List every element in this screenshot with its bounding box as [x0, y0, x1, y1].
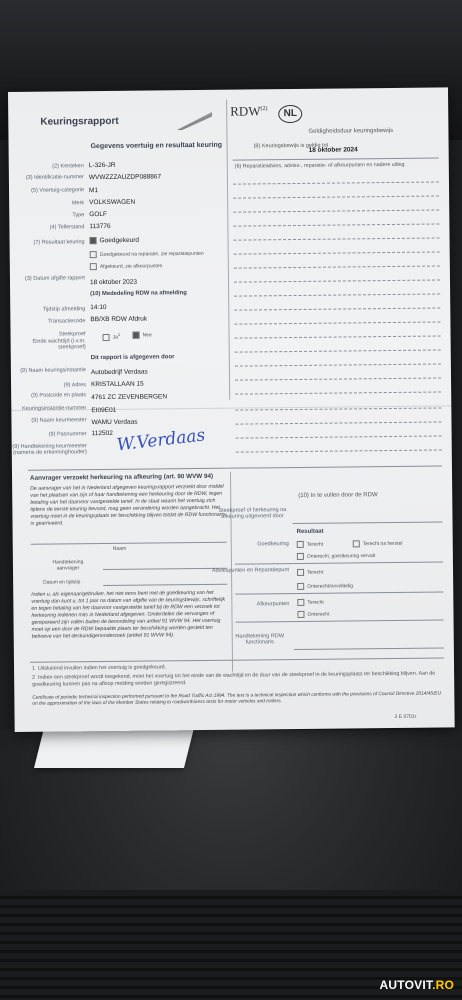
rule	[235, 363, 441, 366]
certificate-text: Certificate of periodic technical inspection performed pursuant to the Road Traffic Act 1994. The text is a technical inspection which conforms with the provisions of Council Directive 2014/45/EU on the approximation of the laws of the Member States relating to roadworthiness tests for motor vehicles and trailers.	[32, 691, 442, 707]
transaction-label: Transactiecode	[47, 318, 86, 325]
make-value: VOLKSWAGEN	[89, 198, 136, 207]
rule	[235, 335, 441, 338]
repair-advice-label: (6) Reparatieadvies, advies-, reparatie- of afkeurpunten en nadere uitleg	[234, 161, 405, 170]
inspector-signature: W.Verdaas	[115, 425, 207, 456]
rule	[233, 157, 439, 160]
rule	[233, 195, 439, 198]
result-option-repaired: Goedgekeurd na reparatie, zie reparatiepunten	[90, 250, 204, 258]
rdw-fill-header: (10) In te vullen door de RDW	[298, 492, 378, 499]
footnote-2: 2 Indien een steekproef wordt toegekend, moet het voertuig tot het einde van de wachttijd en de duur van de steekproef in de keuringsplaats ter beschikking blijven. Aan de goedkeuring kunnen pas na afloop melding worden geregistreerd.	[32, 670, 436, 688]
field-label: Merk	[71, 200, 85, 207]
result-label: (7) Resultaat keuring	[33, 239, 85, 246]
rdw-logo: RDW$^{(2)}$	[230, 103, 268, 119]
rdw-option: Terecht	[297, 541, 323, 548]
column-divider	[226, 100, 230, 400]
rdw-row-label: Afkeurpunten	[256, 601, 290, 608]
rule	[293, 521, 443, 524]
appeal-date-label: Datum en tijdstip	[43, 579, 81, 586]
notice-header: (10) Mededeling RDW na afmelding	[90, 290, 187, 298]
appeal-sign-label: Handtekening aanvrager	[52, 559, 84, 572]
inspector-name-value: WAMU Verdaas	[91, 418, 138, 427]
sample-sub-label: Einde wachttijd (i.v.m. steekproef)	[32, 338, 86, 351]
field-label: (9) Pasnummer	[48, 431, 87, 438]
rule	[31, 542, 227, 545]
sample-option-no: Nee	[133, 332, 152, 339]
checkbox-icon	[297, 583, 304, 590]
checkbox-icon	[103, 334, 110, 341]
checkbox-checked-icon	[133, 332, 140, 339]
sample-option-yes: Ja$^1$	[103, 332, 121, 341]
field-label: (9) Adres	[63, 382, 87, 389]
vehicle-section-header: Gegevens voertuig en resultaat keuring	[90, 141, 223, 151]
rdw-sign-label: Handtekening RDW functionaris	[235, 633, 285, 646]
issuer-address-value: KRISTALLAAN 15	[91, 380, 144, 389]
issuer-postcode-value: 4761 ZC ZEVENBERGEN	[91, 393, 168, 402]
category-value: M1	[89, 187, 99, 195]
rule	[234, 279, 440, 282]
vehicle-fields	[9, 160, 226, 235]
checkbox-icon	[297, 569, 304, 576]
form-code: 2 E 0701r	[394, 713, 417, 720]
section-divider	[28, 465, 442, 470]
appeal-text: De aanvrager van het in Nederland afgegeven keuringsrapport verzoekt door middel van het plaatsen van zijn of haar handtekening een herkeuring door de RDW, tegen betaling van het daarvoor vastgestelde tarief. In de staat waarin het voertuig zich tijdens de eerste keuring bevond, mag geen verandering worden aangebracht. Het voertuig moet in de keuringsplaats ter beschikking blijven totdat de RDW functionaris is gearriveerd.	[30, 483, 226, 527]
validity-header: Geldigheidsduur keuringsbewijs	[308, 127, 394, 135]
field-label: (9) Naam keuringsinstantie	[20, 367, 86, 374]
section-divider	[30, 657, 444, 662]
result-option-approved: Goedgekeurd	[90, 237, 139, 245]
checkbox-icon	[297, 541, 304, 548]
time-label: Tijdstip afmelding	[42, 306, 86, 313]
field-row	[9, 221, 225, 235]
rdw-option: Terecht	[297, 569, 323, 576]
rdw-option: Onterecht/onvolledig	[297, 582, 353, 590]
field-label: Keuringsinstantie-nummer	[22, 405, 87, 412]
rdw-sample-label: Steekproef of herkeuring na afkeuring uitgevoerd door	[218, 507, 287, 520]
rule	[233, 223, 439, 226]
transaction-value: BB/XB RDW Afdruk	[90, 315, 148, 324]
rdw-row-label: Goedkeuring	[257, 541, 289, 548]
time-value: 14:10	[90, 303, 107, 312]
rule	[236, 449, 442, 452]
result-option-rejected: Afgekeurd, zie afkeurpunten	[90, 262, 163, 270]
issued-by-header: Dit rapport is afgegeven door	[90, 354, 175, 362]
rule	[294, 647, 444, 650]
rdw-option: Onterecht, goedkeuring vervalt	[297, 552, 375, 560]
license-plate-value: L-326-JR	[88, 161, 116, 170]
rdw-option: Terecht na herstel	[353, 540, 403, 548]
institution-number-value: EI09E01	[91, 406, 117, 415]
issue-date-value: 18 oktober 2023	[89, 278, 138, 287]
rdw-feather-logo-icon	[176, 112, 212, 130]
appeal-header: Aanvrager verzoekt herkeuring na afkeuring (art. 90 WVW 94)	[30, 472, 214, 482]
odometer-value: 113776	[89, 222, 111, 231]
field-label: Type	[72, 212, 85, 219]
field-label: (5) Voertuig-categorie	[31, 187, 85, 194]
rule	[234, 265, 440, 268]
issue-date-label: (3) Datum afgifte rapport	[25, 275, 85, 282]
rule	[235, 421, 441, 424]
rule	[234, 251, 440, 254]
valid-until-value: 18 oktober 2024	[308, 146, 358, 154]
autovit-watermark: AUTOVIT.RO	[379, 978, 454, 992]
document-title: Keuringsrapport	[40, 115, 119, 128]
rule	[233, 209, 439, 212]
field-label: (3) Identificatie-nummer	[25, 174, 84, 181]
signature-label: (9) Handtekening keurmeester (namens de erkenninghouder)	[12, 443, 87, 456]
rule	[236, 619, 444, 622]
checkbox-checked-icon	[90, 237, 97, 244]
rule	[234, 307, 440, 310]
checkbox-icon	[297, 599, 304, 606]
rule	[235, 561, 443, 564]
footnote-1: 1 Uitsluitend invullen indien het voertuig is goedgekeurd.	[32, 664, 167, 672]
rdw-result-header: Resultaat	[296, 528, 324, 536]
rdw-option: Terecht	[297, 599, 323, 606]
checkbox-icon	[90, 263, 97, 270]
appeal-text-2: Indien u, als eigenaar/gebruiker, het niet eens bent met de goedkeuring van het voertuig dan kunt u, tot 1 jaar na datum van afgifte van de keuringsbewijs, schriftelijk en tegen betaling van het daarvoor vastgestelde tarief bij de RDW een verzoek tot herkeuring indienen mits in Nederland afgegeven. Onderdelen die vervangen of gerepareerd zijn vallen buiten de beoordeling van artikel 91 WVW 94. Het voertuig moet op een door de RDW bepaalde plaats ter beschikking worden gesteld ten behoeve van het deskundigenonderzoek (artikel 91 WVW 94).	[31, 589, 226, 640]
rule	[233, 181, 439, 184]
field-label: (9) Naam keurmeester	[31, 417, 87, 424]
rule	[235, 391, 441, 394]
pass-number-value: 112502	[91, 429, 113, 438]
rule	[235, 349, 441, 352]
checkbox-icon	[353, 540, 360, 547]
checkbox-icon	[90, 251, 97, 258]
valid-until-label: (8) Keuringsbewijs is geldig tot	[253, 142, 329, 150]
field-label: (9) Postcode en plaats	[31, 392, 87, 399]
sample-label: Steekproef	[58, 331, 86, 338]
rule	[234, 237, 440, 240]
vin-value: WVWZZZAUZDP088867	[88, 173, 162, 182]
rule	[234, 293, 440, 296]
rule	[236, 435, 442, 438]
checkbox-icon	[297, 553, 304, 560]
rule	[235, 591, 443, 594]
inspection-report-document	[8, 87, 455, 732]
rule	[103, 584, 227, 586]
model-value: GOLF	[89, 210, 108, 219]
checkbox-icon	[297, 611, 304, 618]
appeal-name-label: Naam	[112, 545, 127, 552]
country-badge: NL	[278, 105, 302, 123]
rule	[235, 377, 441, 380]
field-label: (4) Tellerstand	[49, 224, 85, 231]
rdw-row-label: Adviespunten en Reparatiepunt	[211, 567, 290, 574]
issuer-name-value: Autobedrijf Verdaas	[90, 368, 148, 377]
rdw-option: Onterecht	[297, 611, 329, 618]
rule	[234, 321, 440, 324]
field-label: (2) Kenteken	[52, 163, 84, 170]
